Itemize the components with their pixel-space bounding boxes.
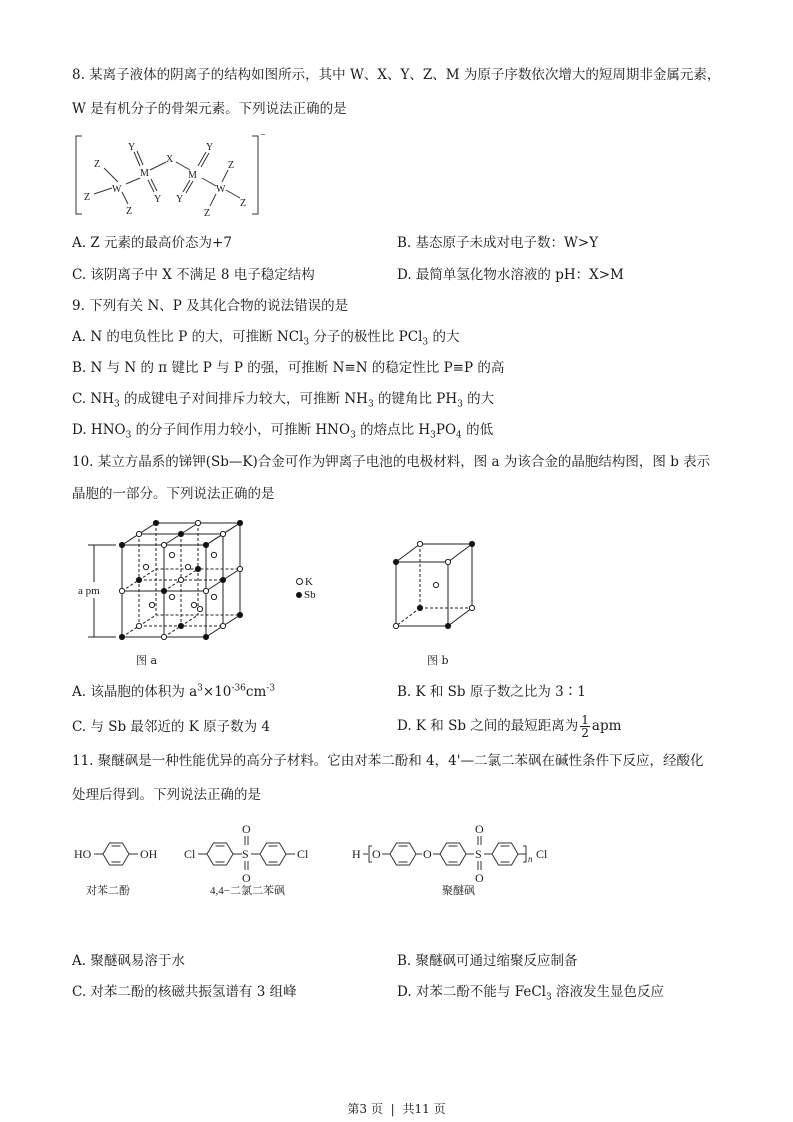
- legend: [296, 576, 316, 602]
- k-atom: [161, 634, 166, 639]
- k-atom: [169, 594, 174, 599]
- q10-stem-line1: 10. 某立方晶系的锑钾(Sb—K)合金可作为钾离子电池的电极材料，图 a 为该合金的晶胞结构图，图 b 表示: [72, 454, 711, 470]
- k-atom: [211, 594, 216, 599]
- q10-stem-line2: 晶胞的一部分。下列说法正确的是: [72, 486, 275, 502]
- q11-option-a: A. 聚醚砜易溶于水: [72, 953, 185, 969]
- q8-stem-line1: 8. 某离子液体的阴离子的结构如图所示，其中 W、X、Y、Z、M 为原子序数依次增大的短周期非金属元素，: [72, 67, 721, 83]
- pes-h: H: [352, 847, 361, 861]
- q11-option-b: B. 聚醚砜可通过缩聚反应制备: [397, 953, 578, 969]
- figure-a-caption: 图 a: [136, 654, 158, 667]
- sulfone-cl-left: Cl: [184, 847, 196, 861]
- sb-atom: [203, 542, 208, 547]
- k-atom: [197, 606, 202, 611]
- k-atom: [220, 531, 225, 536]
- q8-option-d: D. 最简单氢化物水溶液的 pH：X>M: [397, 267, 624, 283]
- pes-o1: O: [372, 847, 381, 861]
- q8-stem-line2: W 是有机分子的骨架元素。下列说法正确的是: [72, 101, 347, 117]
- q11-stem-line1: 11. 聚醚砜是一种性能优异的高分子材料。它由对苯二酚和 4，4'—二氯二苯砜在碱性条件下反应，经酸化: [72, 753, 704, 769]
- sulfone-s: S: [242, 847, 249, 861]
- pes-s: S: [475, 847, 482, 861]
- q11-structures: [70, 818, 610, 906]
- hydroquinone-caption: 对苯二酚: [86, 885, 130, 897]
- sb-atom: [237, 612, 242, 617]
- k-atom: [237, 566, 242, 571]
- hydroquinone-oh: OH: [140, 847, 158, 861]
- q10-option-d: D. K 和 Sb 之间的最短距离为 $\frac{1}{2}$ apm: [397, 713, 622, 740]
- pes-caption: 聚醚砜: [442, 885, 475, 897]
- sulfone-o-top: O: [242, 822, 251, 836]
- k-atom: [195, 520, 200, 525]
- sulfone-o-bottom: O: [242, 871, 251, 885]
- q10-option-a: A. 该晶胞的体积为 $a^3\times 10^{-36}cm^{-3}$: [72, 683, 276, 700]
- atom-w: W: [216, 184, 226, 195]
- q8-option-a: A. Z 元素的最高价态为+7: [72, 235, 232, 251]
- q8-anion-structure: [70, 130, 270, 220]
- q9-option-a: A. N 的电负性比 P 的大，可推断 NCl$_3$ 分子的极性比 PCl$_3$ 的大: [72, 329, 460, 348]
- q10-figure-a-unit-cell: [76, 515, 246, 670]
- pes-cl: Cl: [536, 847, 548, 861]
- anion-charge: −: [260, 130, 266, 141]
- sb-atom: [178, 531, 183, 536]
- q9-option-b: B. N 与 N 的 π 键比 P 与 P 的强，可推断 N≡N 的稳定性比 P≡P 的高: [72, 360, 505, 376]
- q10-option-c: C. 与 Sb 最邻近的 K 原子数为 4: [72, 719, 270, 735]
- k-atom: [191, 602, 196, 607]
- atom-z: Z: [126, 206, 133, 217]
- k-atom: [185, 564, 190, 569]
- atom-z: Z: [204, 208, 211, 219]
- sb-atom: [203, 634, 208, 639]
- footer-separator: |: [390, 1102, 395, 1116]
- sb-atom: [136, 577, 141, 582]
- fraction-half: $\frac{1}{2}$: [581, 713, 589, 740]
- atom-z: Z: [240, 198, 247, 209]
- k-atom: [220, 623, 225, 628]
- legend-sb: Sb: [296, 589, 316, 602]
- q11-stem-line2: 处理后得到。下列说法正确的是: [72, 787, 261, 803]
- atom-z: Z: [228, 160, 235, 171]
- atom-m: M: [188, 170, 197, 181]
- sb-atom: [119, 542, 124, 547]
- sb-atom: [220, 577, 225, 582]
- pes-n: n: [528, 854, 533, 864]
- hydroquinone-ho: HO: [74, 847, 92, 861]
- k-atom: [119, 588, 124, 593]
- sb-atom: [237, 520, 242, 525]
- sb-atom: [153, 520, 158, 525]
- atom-y: Y: [176, 194, 184, 205]
- figure-b-caption: 图 b: [427, 654, 449, 667]
- sulfone-cl-right: Cl: [297, 847, 309, 861]
- k-atom: [211, 552, 216, 557]
- atom-y: Y: [128, 142, 136, 153]
- atom-m: M: [140, 168, 149, 179]
- q8-option-c: C. 该阴离子中 X 不满足 8 电子稳定结构: [72, 267, 315, 283]
- k-atom: [136, 531, 141, 536]
- q8-option-b: B. 基态原子未成对电子数：W>Y: [397, 235, 599, 251]
- q10-option-b: B. K 和 Sb 原子数之比为 3∶1: [397, 684, 586, 700]
- k-atom: [161, 542, 166, 547]
- atom-z: Z: [84, 192, 91, 203]
- pes-o-top: O: [475, 822, 484, 836]
- q11-option-c: C. 对苯二酚的核磁共振氢谱有 3 组峰: [72, 984, 297, 1000]
- sb-atom: [119, 634, 124, 639]
- q10-figure-b-partial-cell: [390, 540, 490, 632]
- k-atom: [169, 552, 174, 557]
- k-atom: [136, 623, 141, 628]
- pes-o2: O: [423, 847, 432, 861]
- q9-option-c: C. $NH_3$ 的成键电子对间排斥力较大，可推断 $NH_3$ 的键角比 $PH_3$ 的大: [72, 391, 495, 410]
- atom-z: Z: [94, 159, 101, 170]
- atom-x: X: [166, 154, 174, 165]
- page-number: 第3 页: [347, 1102, 383, 1116]
- sb-atom: [195, 566, 200, 571]
- atom-w: W: [112, 184, 122, 195]
- k-atom: [203, 588, 208, 593]
- page-total: 共11 页: [402, 1102, 446, 1116]
- sb-atom: [161, 588, 166, 593]
- k-atom: [149, 602, 154, 607]
- k-atom: [143, 564, 148, 569]
- q9-option-d: D. $HNO_3$ 的分子间作用力较小，可推断 $HNO_3$ 的熔点比 $H_3PO_4$ 的低: [72, 422, 494, 441]
- q9-stem: 9. 下列有关 N、P 及其化合物的说法错误的是: [72, 298, 349, 314]
- legend-k: K: [296, 576, 316, 589]
- page-footer: [0, 1100, 793, 1117]
- dimension-label: a pm: [78, 585, 100, 597]
- atom-y: Y: [206, 142, 214, 153]
- q11-option-d: D. 对苯二酚不能与 FeCl$_3$ 溶液发生显色反应: [397, 984, 665, 1003]
- sulfone-caption: 4,4−二氯二苯砜: [210, 885, 285, 897]
- atom-y: Y: [154, 194, 162, 205]
- k-atom: [178, 577, 183, 582]
- sb-atom: [178, 623, 183, 628]
- pes-o-bottom: O: [475, 871, 484, 885]
